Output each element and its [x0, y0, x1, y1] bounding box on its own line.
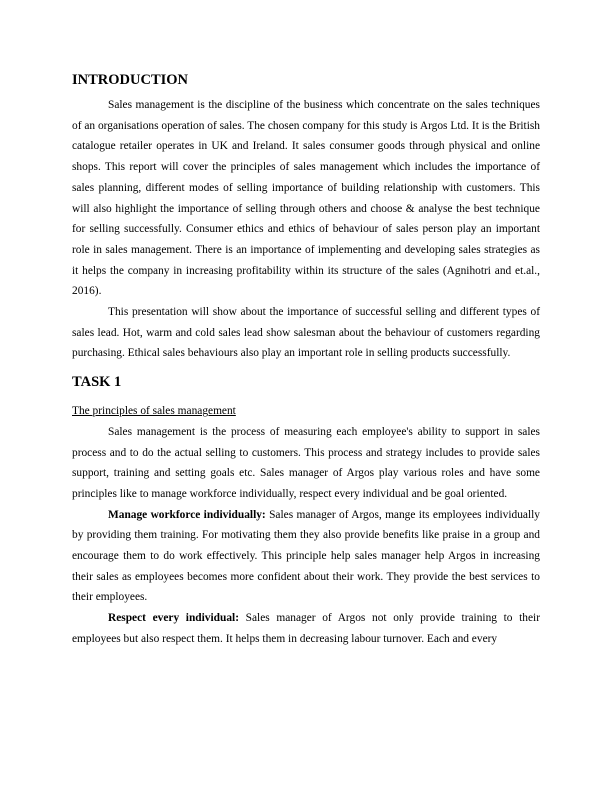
principle-title: Respect every individual:: [108, 612, 239, 625]
introduction-paragraph-1: Sales management is the discipline of the business which concentrate on the sales techniques of an organisations operation of sales. The chosen company for this study is Argos Ltd. It is the British catalogue retailer operates in UK and Ireland. It sales consumer goods through physical and online shops. This report will cover the principles of sales management which includes the importance of sales planning, different modes of selling importance of building relationship with customers. This will also highlight the importance of selling through others and choose & analyse the best technique for selling successfully. Consumer ethics and ethics of behaviour of sales person play an important role in sales management. There is an importance of implementing and developing sales strategies as it helps the company in increasing profitability within its structure of the sales (Agnihotri and et.al., 2016).: [72, 99, 540, 298]
task1-heading: TASK 1: [72, 374, 122, 391]
introduction-heading: INTRODUCTION: [72, 72, 189, 88]
principle-paragraph-respect-individual: [72, 608, 540, 649]
principle-title: Manage workforce individually:: [108, 508, 266, 521]
principle-text: Sales manager of Argos, mange its employees individually by providing them training. For motivating them they also provide benefits like praise in a group and encourage them to do work effectively. This principle help sales manager help Argos in increasing their sales as employees becomes more confident about their work. They provide the best services to their employees.: [72, 508, 540, 604]
task1-intro-paragraph: Sales management is the process of measuring each employee's ability to support in sales process and to do the actual selling to customers. This process and strategy includes to provide sales support, training and setting goals etc. Sales manager of Argos play various roles and have some principles like to manage workforce individually, respect every individual and be goal oriented.: [72, 425, 540, 500]
principle-text: Sales manager of Argos not only provide training to their employees but also respect them. It helps them in decreasing labour turnover. Each and every: [72, 612, 540, 645]
document-page: [72, 70, 540, 650]
introduction-paragraph-2: This presentation will show about the importance of successful selling and different types of sales lead. Hot, warm and cold sales lead show salesman about the behaviour of customers regarding purchasing. Ethical sales behaviours also play an important role in selling products successfully.: [72, 306, 540, 360]
principle-paragraph-manage-workforce: [72, 505, 540, 609]
task1-subheading: The principles of sales management: [72, 405, 236, 418]
